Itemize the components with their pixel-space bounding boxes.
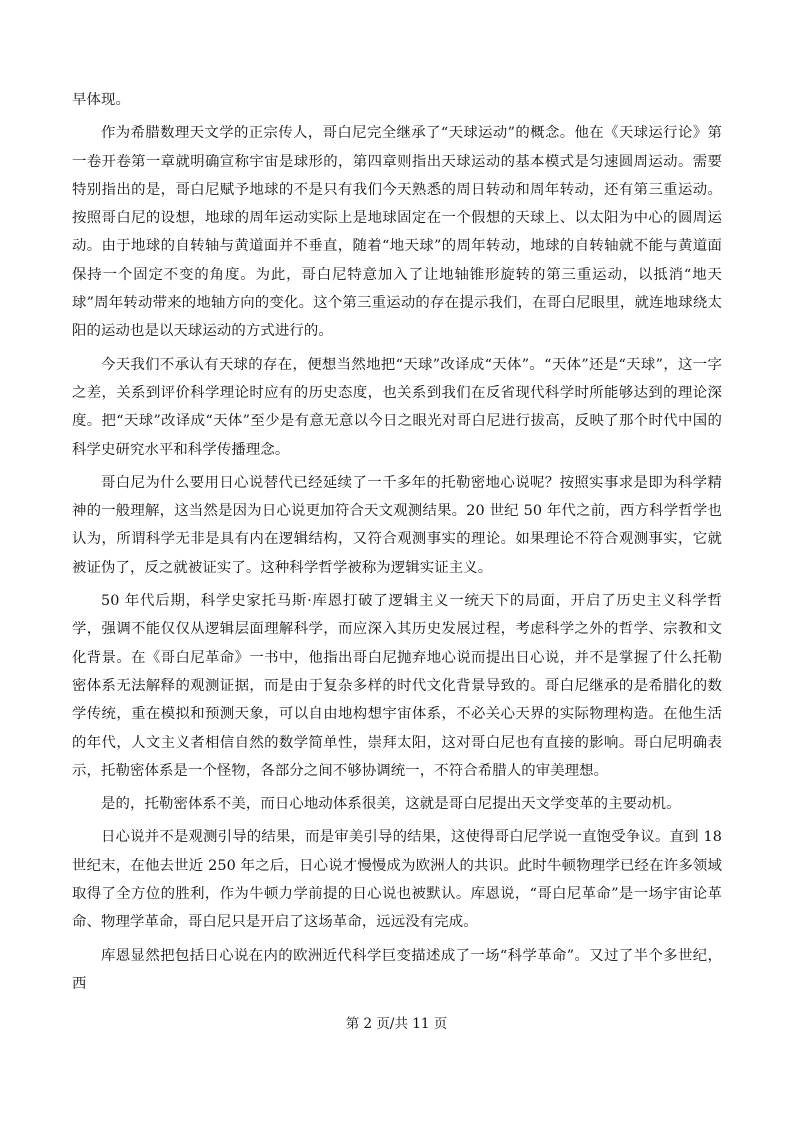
- paragraph-scientific-revolution: 库恩显然把包括日心说在内的欧洲近代科学巨变描述成了一场“科学革命”。又过了半个多世纪，西: [72, 947, 722, 992]
- paragraph-aesthetic-guidance: 日心说并不是观测引导的结果，而是审美引导的结果，这使得哥白尼学说一直饱受争议。直到 18 世纪末，在他去世近 250 年之后，日心说才慢慢成为欧洲人的共识。此时牛顿物理学已经在许多领域取得了全方位的胜利，作为牛顿力学前提的日心说也被默认。库恩说，“哥白尼革命”是一场宇宙论革命、物理学革命，哥白尼只是开启了这场革命，远远没有完成。: [72, 829, 722, 931]
- paragraph-copernicus-celestial-sphere: 作为希腊数理天文学的正宗传人，哥白尼完全继承了“天球运动”的概念。他在《天球运行论》第一卷开卷第一章就明确宣称宇宙是球形的，第四章则指出天球运动的基本模式是匀速圆周运动。需要特别指出的是，哥白尼赋予地球的不是只有我们今天熟悉的周日转动和周年转动，还有第三重运动。按照哥白尼的设想，地球的周年运动实际上是地球固定在一个假想的天球上、以太阳为中心的圆周运动。由于地球的自转轴与黄道面并不垂直，随着“地天球”的周年转动，地球的自转轴就不能与黄道面保持一个固定不变的角度。为此，哥白尼特意加入了让地轴锥形旋转的第三重运动，以抵消“地天球”周年转动带来的地轴方向的变化。这个第三重运动的存在提示我们，在哥白尼眼里，就连地球绕太阳的运动也是以天球运动的方式进行的。: [72, 125, 722, 340]
- paragraph-kuhn-historicism: 50 年代后期，科学史家托马斯·库恩打破了逻辑主义一统天下的局面，开启了历史主义科学哲学，强调不能仅仅从逻辑层面理解科学，而应深入其历史发展过程，考虑科学之外的哲学、宗教和文化背景。在《哥白尼革命》一书中，他指出哥白尼抛弃地心说而提出日心说，并不是掌握了什么托勒密体系无法解释的观测证据，而是由于复杂多样的时代文化背景导致的。哥白尼继承的是希腊化的数学传统，重在模拟和预测天象，可以自由地构想宇宙体系，不必关心天界的实际物理构造。在他生活的年代，人文主义者相信自然的数学简单性，崇拜太阳，这对哥白尼也有直接的影响。哥白尼明确表示，托勒密体系是一个怪物，各部分之间不够协调统一，不符合希腊人的审美理想。: [72, 593, 722, 779]
- document-body: [72, 86, 722, 1003]
- paragraph-translation-debate: 今天我们不承认有天球的存在，便想当然地把“天球”改译成“天体”。“天体”还是“天球”，这一字之差，关系到评价科学理论时应有的历史态度，也关系到我们在反省现代科学时所能够达到的理论深度。把“天球”改译成“天体”至少是有意无意以今日之眼光对哥白尼进行拔高，反映了那个时代中国的科学史研究水平和科学传播理念。: [72, 356, 722, 458]
- paragraph-continuation: 早体现。: [72, 92, 130, 108]
- page-number-footer: 第 2 页/共 11 页: [345, 1016, 448, 1032]
- paragraph-aesthetic-motive: 是的，托勒密体系不美，而日心地动体系很美，这就是哥白尼提出天文学变革的主要动机。: [101, 796, 681, 813]
- paragraph-heliocentrism-question: 哥白尼为什么要用日心说替代已经延续了一千多年的托勒密地心说呢？按照实事求是即为科学精神的一般理解，这当然是因为日心说更加符合天文观测结果。20 世纪 50 年代之前，西方科学哲学也认为，所谓科学无非是具有内在逻辑结构，又符合观测事实的理论。如果理论不符合观测事实，它就被证伪了，反之就被证实了。这种科学哲学被称为逻辑实证主义。: [72, 474, 722, 576]
